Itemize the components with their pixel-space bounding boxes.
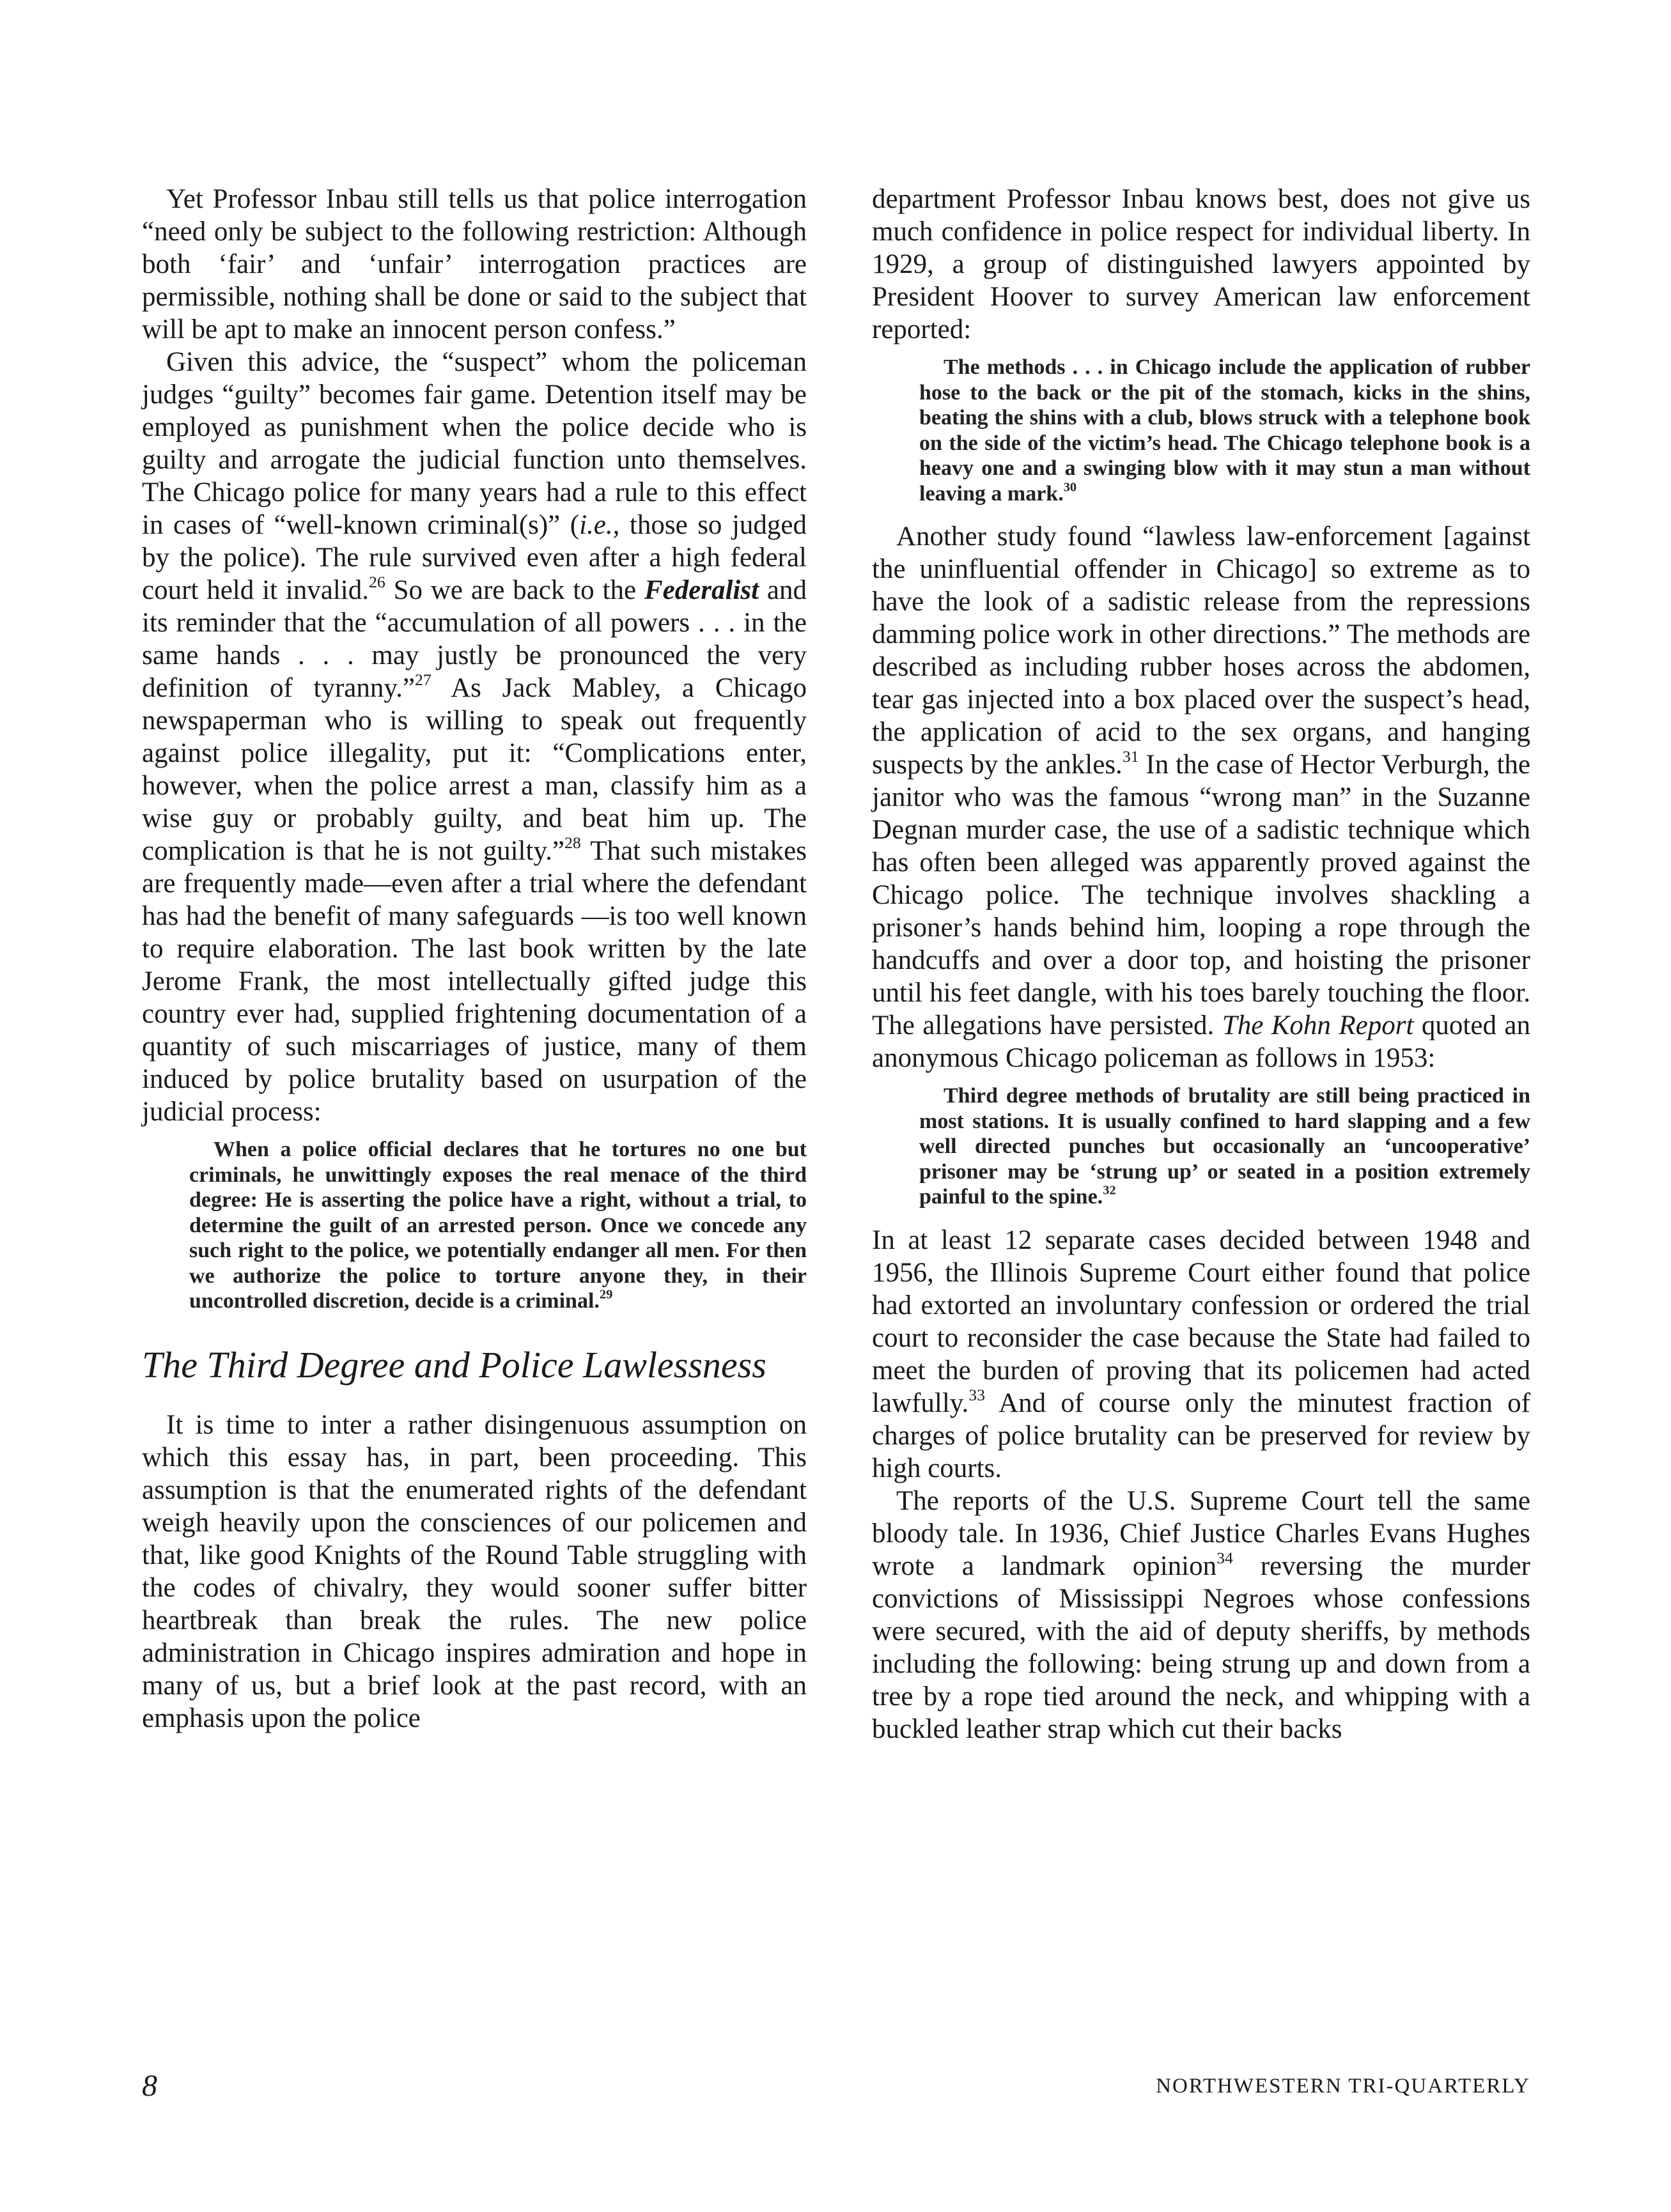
body-paragraph [142,1409,807,1735]
footnote-ref: 27 [414,670,431,689]
footnote-ref: 34 [1216,1548,1233,1567]
text-run: quoted an anonymous Chicago policeman as follows in 1953: [872,1010,1530,1073]
footnote-ref: 33 [968,1385,986,1404]
text-run: So we are back to the [385,575,644,605]
footnote-ref: 31 [1122,746,1139,766]
right-column [872,183,1530,1745]
text-run: In the case of Hector Verburgh, the janitor who was the famous “wrong man” in the Suzanne Degnan murder case, the use of a sadistic technique which has often been alleged was apparently proved against the Chicago police. The technique involves shackling a prisoner’s hands behind him, looping a rope through the handcuffs and over a door top, and hoisting the prisoner until his feet dangle, with his toes barely touching the floor. The allegations have persisted. [872,750,1530,1040]
body-paragraph [872,520,1530,1074]
text-run: The reports of the U.S. Supreme Court tell the same bloody tale. In 1936, Chief Justice Charles Evans Hughes wrote a landmark opinion [872,1485,1530,1581]
footnote-ref: 26 [368,572,385,591]
text-run: As Jack Mabley, a Chicago newspaperman who is willing to speak out frequently against police illegality, put it: “Complications enter, however, when the police arrest a man, classify him as a wise guy or probably guilty, and beat him up. The complication is that he is not guilty.” [142,673,807,866]
footnote-ref: 29 [599,1287,613,1302]
text-run: In at least 12 separate cases decided between 1948 and 1956, the Illinois Supreme Court either found that police had extorted an involuntary confession or ordered the trial court to reconsider the case because the State had failed to meet the burden of proving that its policemen had acted lawfully. [872,1225,1530,1418]
section-heading: The Third Degree and Police Lawlessness [142,1343,766,1386]
block-quote [189,1137,807,1314]
journal-name: NORTHWESTERN TRI-QUARTERLY [1156,2075,1530,2098]
left-column [142,183,807,1735]
block-quote [919,1083,1530,1210]
body-paragraph [872,1224,1530,1485]
body-paragraph [872,183,1530,346]
block-quote [919,355,1530,506]
body-paragraph [142,346,807,1128]
body-paragraph [142,183,807,346]
text-run: Yet Professor Inbau still tells us that police interrogation “need only be subject to the following restriction: Although both ‘fair’ and ‘unfair’ interrogation practices are permissible, nothing shall be done or said to the subject that will be apt to make an innocent person confess.” [142,184,807,344]
page-number: 8 [142,2069,157,2103]
footnote-ref: 32 [1103,1183,1116,1198]
text-run: Third degree methods of brutality are still being practiced in most stations. It is usually confined to hard slapping and a few well directed punches but occasionally an ‘uncooperative’ prisoner may be ‘strung up’ or seated in a position extremely painful to the spine. [919,1084,1530,1209]
text-run: department Professor Inbau knows best, does not give us much confidence in police respect for individual liberty. In 1929, a group of distinguished lawyers appointed by President Hoover to survey American law enforcement reported: [872,184,1530,344]
footnote-ref: 28 [564,833,581,852]
text-run: reversing the murder convictions of Mississippi Negroes whose confessions were secured, with the aid of deputy sheriffs, by methods including the following: being strung up and down from a tree by a rope tied around the neck, and whipping with a buckled leather strap which cut their backs [872,1551,1530,1744]
body-paragraph [872,1485,1530,1745]
footnote-ref: 30 [1063,480,1077,495]
italic-text: Federalist [644,575,759,605]
text-run: When a police official declares that he tortures no one but criminals, he unwittingly exposes the real menace of the third degree: He is asserting the police have a right, without a trial, to determine the guilt of an arrested person. Once we concede any such right to the police, we potentially endanger all men. For then we authorize the police to torture anyone they, in their uncontrolled discretion, decide is a criminal. [189,1138,807,1313]
text-run: That such mistakes are frequently made—even after a trial where the defendant has had the benefit of many safeguards —is too well known to require elaboration. The last book written by the late Jerome Frank, the most intellectually gifted judge this country ever had, supplied frightening documentation of a quantity of such miscarriages of justice, many of them induced by police brutality based on usurpation of the judicial process: [142,836,807,1127]
text-run: The methods . . . in Chicago include the application of rubber hose to the back or the pit of the stomach, kicks in the shins, beating the shins with a club, blows struck with a telephone book on the side of the victim’s head. The Chicago telephone book is a heavy one and a swinging blow with it may stun a man without leaving a mark. [919,355,1530,506]
text-run: Given this advice, the “suspect” whom the policeman judges “guilty” becomes fair game. Detention itself may be employed as punishment when the police decide who is guilty and arrogate the judicial function unto themselves. The Chicago police for many years had a rule to this effect in cases of “well-known criminal(s)” ( [142,347,807,540]
text-run: those so judged by the police). The rule survived even after a high federal court held it invalid. [142,510,807,605]
text-run: And of course only the minutest fraction of charges of police brutality can be preserved for review by high courts. [872,1388,1530,1483]
text-run: and its reminder that the “accumulation of all powers . . . in the same hands . . . may justly be pronounced the very definition of tyranny.” [142,575,807,703]
text-run: Another study found “lawless law-enforcement [against the uninfluential offender in Chicago] so extreme as to have the look of a sadistic release from the repressions damming police work in other directions.” The methods are described as including rubber hoses across the abdomen, tear gas injected into a box placed over the suspect’s head, the application of acid to the sex organs, and hanging suspects by the ankles. [872,522,1530,780]
italic-text: The Kohn Report [1222,1010,1414,1040]
text-run: It is time to inter a rather disingenuous assumption on which this essay has, in part, been proceeding. This assumption is that the enumerated rights of the defendant weigh heavily upon the consciences of our policemen and that, like good Knights of the Round Table struggling with the codes of chivalry, they would sooner suffer bitter heartbreak than break the rules. The new police administration in Chicago inspires admiration and hope in many of us, but a brief look at the past record, with an emphasis upon the police [142,1409,807,1733]
italic-text: i.e., [579,510,620,540]
